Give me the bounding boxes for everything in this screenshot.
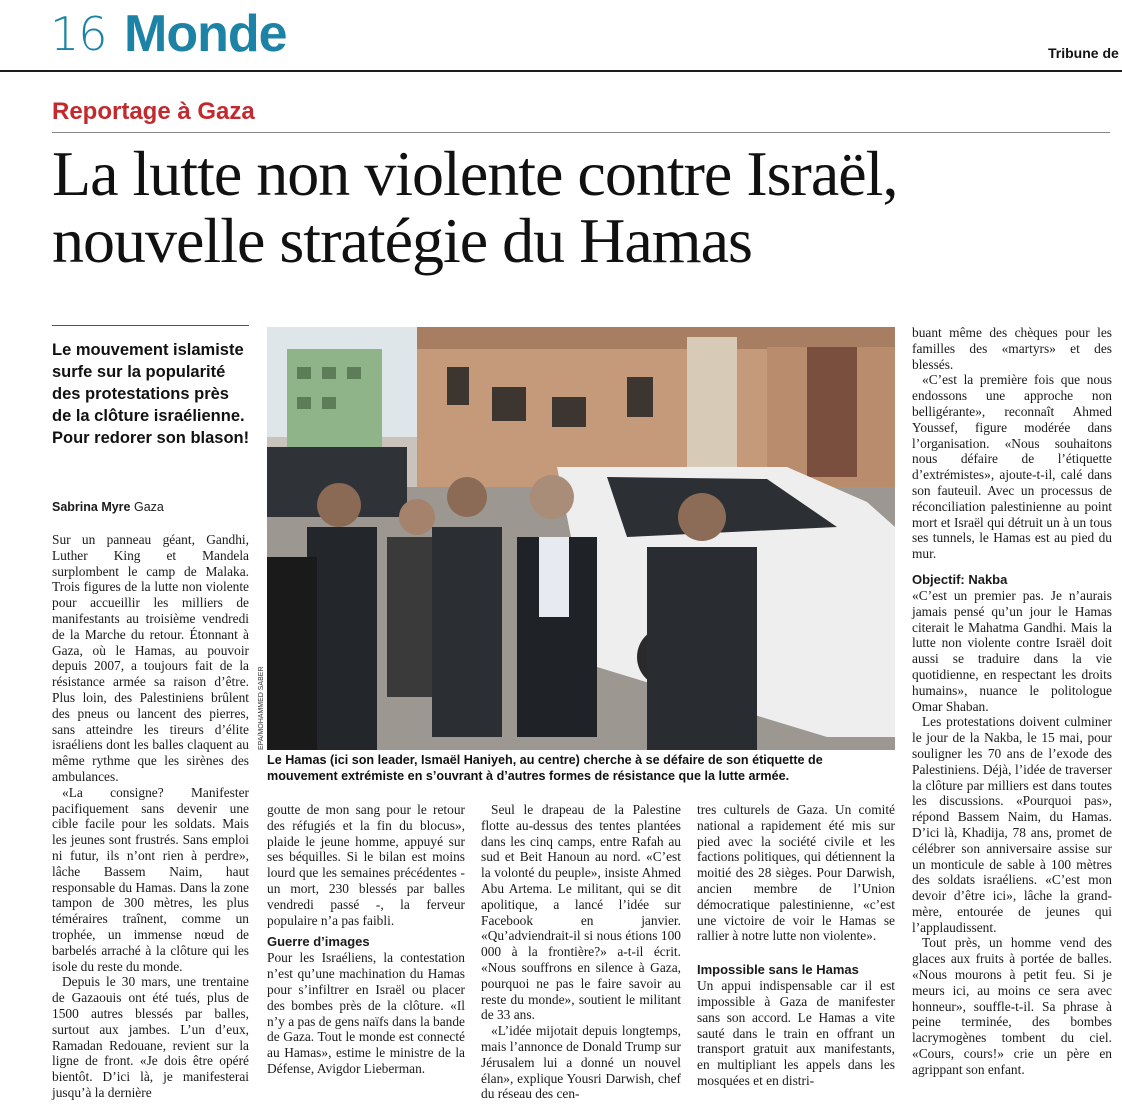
paragraph: Un appui indispensable car il est impossible à Gaza de manifester sans son accord. Le Hamas a vite sauté dans le train en offrant un transport gratuit aux manifestants, en multipliant les appels dans les mosquées et en distri- [697, 978, 895, 1088]
photo-illustration [267, 327, 895, 750]
article-headline [52, 140, 1112, 274]
article-column-5 [912, 325, 1112, 1078]
paragraph: Pour les Israéliens, la contestation n’est qu’une machination du Hamas pour s’infiltrer en Israël ou placer des bombes près de la clôture. «Il n’y a pas de gens naïfs dans la bande de Gaza. Tout le monde est connecté au Hamas», estime le ministre de la Défense, Avigdor Lieberman. [267, 950, 465, 1076]
paragraph: «L’idée mijotait depuis longtemps, mais l’annonce de Donald Trump sur Jérusalem lui a donné un nouvel élan», explique Yousri Darwish, chef du réseau des cen- [481, 1023, 681, 1102]
byline [52, 499, 164, 515]
lede-rule [52, 325, 249, 326]
paragraph: Sur un panneau géant, Gandhi, Luther King et Mandela surplombent le camp de Malaka. Trois figures de la lutte non violente pour accueillir les milliers de manifestants au troisième vendredi de la Marche du retour. Étonnant à Gaza, où le Hamas, au pouvoir depuis 2007, a toujours fait de la résistance armée sa raison d’être. Plus loin, des Palestiniens brûlent des pneus ou lancent des pierres, sans atteindre les tireurs d’élite israéliens dont les balles claquent au même rythme que les sirènes des ambulances. [52, 532, 249, 784]
article-column-2 [267, 802, 465, 1077]
paragraph: «La consigne? Manifester pacifiquement sans devenir une cible facile pour les soldats. Mais les jeunes sont frustrés. Sans emploi ni futur, ils n’ont rien à perdre», lâche Bassem Naim, haut responsable du Hamas. Dans la zone tampon de 300 mètres, les plus téméraires traînent, comme un trophée, un immense nœud de barbelés arraché à la clôture qui les isole du reste du monde. [52, 784, 249, 974]
masthead-title: Tribune de [1048, 45, 1119, 61]
byline-author: Sabrina Myre [52, 500, 131, 514]
page-number: 16 [50, 7, 107, 61]
header-rule [0, 70, 1122, 72]
paragraph: «C’est la première fois que nous endossons une approche non belligérante», reconnaît Ahmed Youssef, figure modérée dans l’organisation. «Nous souhaitons nous défaire de l’étiquette d’extrémistes», ajoute-t-il, calé dans son fauteuil. Avec un processus de réconciliation palestinienne au point mort et Israël qui détruit un à un tous ses tunnels, le Hamas est au pied du mur. [912, 372, 1112, 562]
byline-location: Gaza [134, 500, 164, 514]
paragraph: Seul le drapeau de la Palestine flotte au-dessus des tentes plantées dans les cinq camps, entre Rafah au sud et Beit Hanoun au nord. «C’est la volonté du peuple», insiste Ahmed Abu Artema. Le militant, qui se dit apolitique, a lancé l’idée sur Facebook en janvier. «Qu’adviendrait-il si nous étions 100 000 à la frontière?» a-t-il écrit. «Nous souffrons en silence à Gaza, pourquoi ne pas le faire savoir au reste du monde», soutient le militant de 33 ans. [481, 802, 681, 1023]
kicker-rule [52, 132, 1110, 133]
news-photo [267, 327, 895, 750]
paragraph: Tout près, un homme vend des glaces aux fruits à portée de balles. «Nous mourons à petit feu. Si je meurs ici, au moins ce sera avec honneur», souffle-t-il. Sa phrase à peine terminée, des bombes lacrymogènes tombent du ciel. «Cours, cours!» crie un père en agrippant son enfant. [912, 935, 1112, 1077]
article-column-3 [481, 802, 681, 1102]
paragraph: goutte de mon sang pour le retour des réfugiés et la fin du blocus», plaide le jeune homme, appuyé sur ses béquilles. Si le bilan est moins lourd que les semaines précédentes - un mort, 230 blessés par balles vendredi passé -, la ferveur populaire n’a pas faibli. [267, 802, 465, 928]
article-column-1 [52, 532, 249, 1101]
paragraph: buant même des chèques pour les familles des «martyrs» et des blessés. [912, 325, 1112, 372]
paragraph: Depuis le 30 mars, une trentaine de Gazaouis ont été tués, plus de 1500 autres blessés par balles, surtout aux jambes. L’un d’eux, Ramadan Redouane, revient sur la ligne de front. «Je dois être opéré bientôt. D’ici là, je manifesterai jusqu’à la dernière [52, 974, 249, 1100]
article-kicker: Reportage à Gaza [52, 98, 255, 125]
article-lede: Le mouvement islamiste surfe sur la popularité des protestations près de la clôture israélienne. Pour redorer son blason! [52, 341, 250, 447]
subheading: Impossible sans le Hamas [697, 962, 859, 978]
photo-caption: Le Hamas (ici son leader, Ismaël Haniyeh, au centre) cherche à se défaire de son étiquette de mouvement extrémiste en s’ouvrant à d’autres formes de résistance que la lutte armée. [267, 753, 823, 783]
paragraph: tres culturels de Gaza. Un comité national a rapidement été mis sur pied avec la société civile et les factions politiques, qui détiennent la moitié des 28 sièges. Pour Darwish, ancien membre de l’Union démocratique palestinienne, «c’est une victoire de voir le Hamas se rallier à notre lutte non violente». [697, 802, 895, 944]
paragraph: Les protestations doivent culminer le jour de la Nakba, le 15 mai, pour souligner les 70 ans de l’exode des Palestiniens. Déjà, l’idée de traverser la clôture par milliers est dans toutes les discussions. «Pourquoi pas», répond Bassem Naim, du Hamas. D’ici là, Khadija, 78 ans, promet de célébrer son anniversaire assise sur un monticule de sable à 100 mètres des soldats israéliens. «C’est mon devoir d’être ici», lâche la grand-mère, entourée de jeunes qui l’applaudissent. [912, 714, 1112, 935]
photo-credit [258, 655, 267, 750]
paragraph: «C’est un premier pas. Je n’aurais jamais pensé qu’un jour le Hamas citerait le Mahatma Gandhi. Mais la lutte non violente contre Israël doit aussi se traduire dans la vie quotidienne, en respectant les droits humains», nuance le politologue Omar Shaban. [912, 587, 1112, 714]
section-title: Monde [124, 5, 287, 63]
headline-line-2: nouvelle stratégie du Hamas [52, 205, 752, 276]
subheading: Objectif: Nakba [912, 571, 1008, 587]
article-column-4 [697, 802, 895, 1089]
photo-credit-text: EPA/MOHAMMED SABER [258, 666, 265, 750]
headline-line-1: La lutte non violente contre Israël, [52, 138, 898, 209]
subheading: Guerre d’images [267, 934, 370, 950]
